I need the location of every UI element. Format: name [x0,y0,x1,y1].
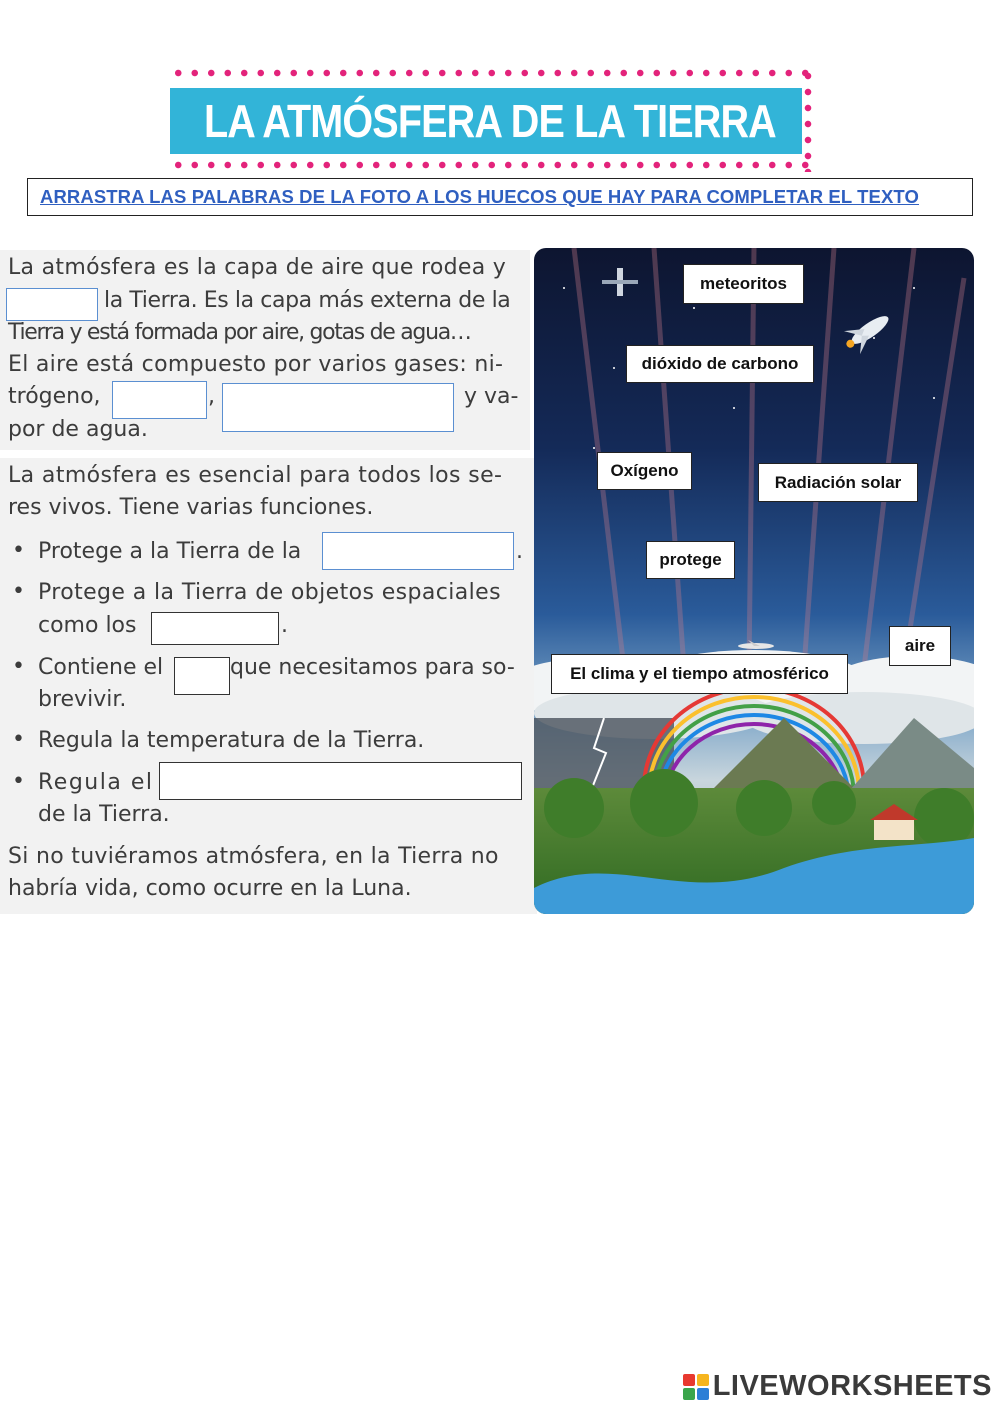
p1-line-5c: y va- [464,384,519,409]
p1-line-1: La atmósfera es la capa de aire que rodea y [8,255,507,280]
blank-meteoritos[interactable] [151,612,279,645]
liveworksheets-logo-icon [683,1374,709,1400]
blank-protege[interactable] [6,288,98,321]
blank-oxigeno[interactable] [112,381,207,419]
bullet-2: • [12,579,25,604]
word-chip-oxigeno[interactable]: Oxígeno [597,452,692,490]
paragraph-2-panel [0,458,537,914]
bullet-5: • [12,769,25,794]
banner-dots-top [170,68,813,78]
p3-line-2: habría vida, como ocurre en la Luna. [8,876,412,901]
word-chip-radiacion-solar[interactable]: Radiación solar [758,463,918,502]
brand-logo [683,1370,992,1403]
banner-dots-right [803,68,813,172]
b2-text-c: . [281,613,288,638]
b1-text-a: Protege a la Tierra de la [38,539,302,564]
word-chip-protege[interactable]: protege [646,541,735,579]
p1-line-5b: , [208,384,215,409]
brand-name: LIVEWORKSHEETS [712,1370,992,1402]
p2-line-2: res vivos. Tiene varias funciones. [8,495,374,520]
b3-text-c: brevivir. [38,687,127,712]
bullet-4: • [12,727,25,752]
word-chip-clima[interactable]: El clima y el tiempo atmosférico [551,654,848,694]
b3-text-a: Contiene el [38,655,164,680]
bullet-3: • [12,654,25,679]
b1-text-b: . [516,539,523,564]
word-chip-aire[interactable]: aire [889,626,951,666]
b4-text: Regula la temperatura de la Tierra. [38,728,425,753]
b5-text-a: Regula el [38,770,154,795]
bullet-1: • [12,538,25,563]
logo-square-blue [697,1388,709,1400]
blank-radiacion[interactable] [322,532,514,570]
b2-text-a: Protege a la Tierra de objetos espaciales [38,580,501,605]
p1-line-3: Tierra y está formada por aire, gotas de agua… [8,320,471,345]
paragraph-1-panel [0,250,530,450]
b3-text-b: que necesitamos para so- [230,655,515,680]
logo-square-red [683,1374,695,1386]
p1-line-6: por de agua. [8,417,148,442]
p3-line-1: Si no tuviéramos atmósfera, en la Tierra no [8,844,499,869]
instruction-text: ARRASTRA LAS PALABRAS DE LA FOTO A LOS HUECOS QUE HAY PARA COMPLETAR EL TEXTO [40,186,919,207]
p1-line-2: la Tierra. Es la capa más externa de la [104,288,511,313]
banner-band [170,88,802,154]
logo-square-yellow [697,1374,709,1386]
blank-dioxido[interactable] [222,383,454,432]
title-banner [170,68,813,172]
b5-text-b: de la Tierra. [38,802,170,827]
p1-line-4: El aire está compuesto por varios gases: ni- [8,352,504,377]
banner-dots-bottom [170,160,813,170]
blank-clima[interactable] [159,762,522,800]
page-title: LA ATMÓSFERA DE LA TIERRA [204,95,776,147]
b2-text-b: como los [38,613,137,638]
word-chip-meteoritos[interactable]: meteoritos [683,264,804,304]
p2-line-1: La atmósfera es esencial para todos los se- [8,463,503,488]
blank-aire[interactable] [174,657,230,695]
logo-square-green [683,1388,695,1400]
p1-line-5a: trógeno, [8,384,101,409]
word-chip-dioxido-de-carbono[interactable]: dióxido de carbono [626,345,814,383]
instruction-box [27,178,973,216]
